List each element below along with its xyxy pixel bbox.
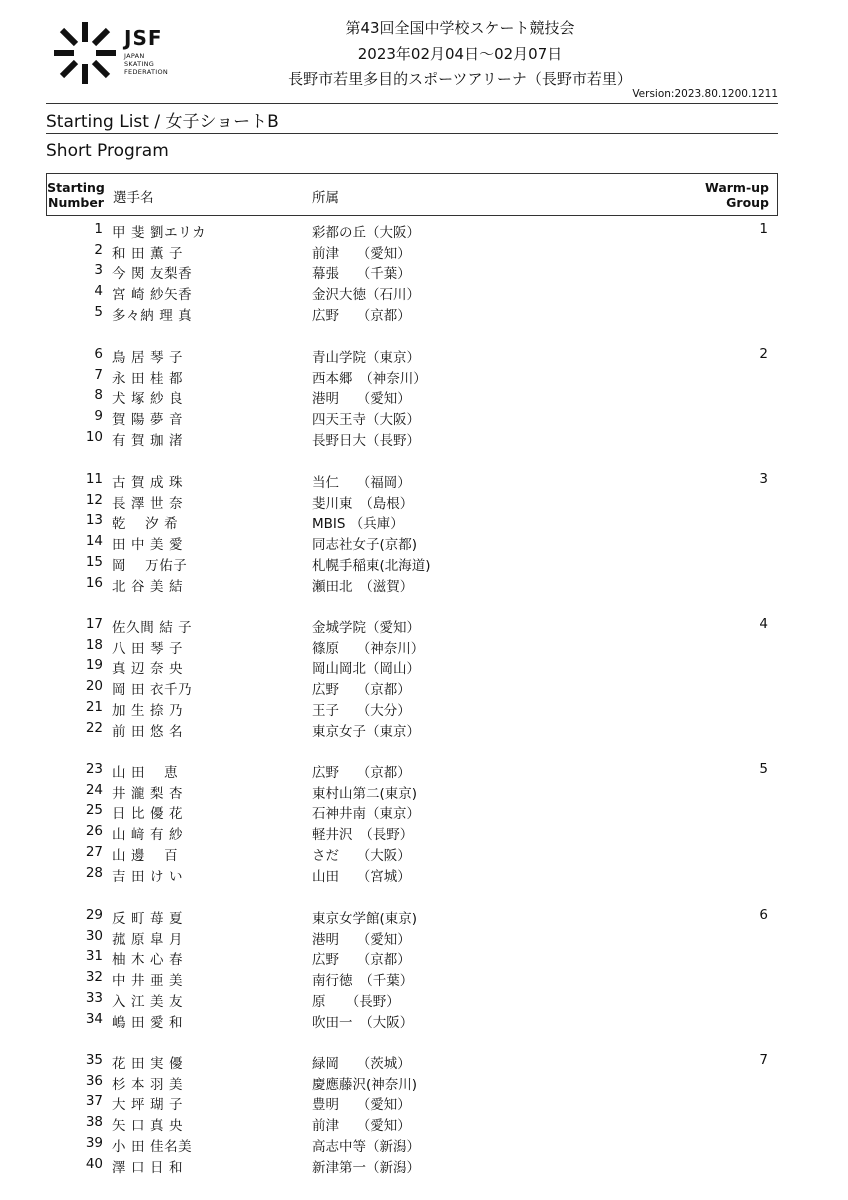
starting-number-cell: 25 xyxy=(85,802,103,819)
column-header-line: Group xyxy=(726,195,769,210)
starting-number-cell: 33 xyxy=(85,989,103,1006)
club-cell: 軽井沢 （長野） xyxy=(312,827,414,844)
club-cell: 広野 （京都） xyxy=(312,682,411,699)
warmup-group-cell: 5 xyxy=(759,761,768,777)
table-row xyxy=(0,533,848,554)
skater-name-cell: 入 江 美 友 xyxy=(112,993,184,1010)
skater-name-cell: 前 田 悠 名 xyxy=(112,723,184,740)
starting-number-cell: 27 xyxy=(85,843,103,860)
starting-number-cell: 8 xyxy=(94,387,103,404)
skater-name-cell: 中 井 亜 美 xyxy=(112,973,184,990)
starting-number-cell: 35 xyxy=(85,1052,103,1068)
club-cell: 緑岡 （茨城） xyxy=(312,1056,411,1072)
table-row xyxy=(0,720,848,741)
table-row xyxy=(0,304,848,325)
skater-name-cell: 小 田 佳名美 xyxy=(112,1138,193,1155)
club-cell: 南行徳 （千葉） xyxy=(312,973,414,990)
club-cell: 東村山第二(東京) xyxy=(312,785,418,802)
program-title: Short Program xyxy=(46,141,169,161)
club-cell: 港明 （愛知） xyxy=(312,931,411,948)
table-row xyxy=(0,637,848,658)
column-header-line: Starting xyxy=(47,180,105,195)
skater-name-cell: 犬 塚 紗 良 xyxy=(112,391,184,408)
skater-name-cell: 和 田 薫 子 xyxy=(112,245,184,262)
club-cell: 広野 （京都） xyxy=(312,952,411,969)
skater-name-cell: 杉 本 羽 美 xyxy=(112,1076,184,1093)
club-cell: 彩都の丘（大阪） xyxy=(312,225,420,241)
skater-name-cell: 有 賀 珈 渚 xyxy=(112,432,184,449)
skater-name-cell: 今 関 友梨香 xyxy=(112,266,193,283)
skater-name-cell: 花 田 実 優 xyxy=(112,1056,184,1072)
starting-number-cell: 3 xyxy=(94,262,103,279)
warmup-group-cell: 6 xyxy=(759,907,768,923)
table-row xyxy=(0,1073,848,1094)
club-cell: 青山学院（東京） xyxy=(312,350,420,366)
column-warmup-group xyxy=(705,180,769,210)
title-divider xyxy=(46,133,778,134)
club-cell: 斐川東 （島根） xyxy=(312,495,414,512)
table-row xyxy=(0,823,848,844)
table-row xyxy=(0,512,848,533)
starting-number-cell: 9 xyxy=(94,408,103,425)
starting-number-cell: 23 xyxy=(85,761,103,777)
club-cell: 四天王寺（大阪） xyxy=(312,412,420,429)
table-row xyxy=(0,657,848,678)
club-cell: 広野 （京都） xyxy=(312,765,411,781)
table-row xyxy=(0,699,848,720)
club-cell: 豊明 （愛知） xyxy=(312,1097,411,1114)
skater-name-cell: 賀 陽 夢 音 xyxy=(112,412,184,429)
starting-number-cell: 7 xyxy=(94,366,103,383)
starting-number-cell: 5 xyxy=(94,303,103,320)
skater-name-cell: 長 澤 世 奈 xyxy=(112,495,184,512)
warmup-group-cell: 7 xyxy=(759,1052,768,1068)
skater-name-cell: 大 坪 瑚 子 xyxy=(112,1097,184,1114)
starting-number-cell: 2 xyxy=(94,241,103,258)
club-cell: さだ （大阪） xyxy=(312,847,411,864)
event-title: 第43回全国中学校スケート競技会 xyxy=(345,19,575,37)
skater-name-cell: 山 邊 百 xyxy=(112,847,179,864)
table-row xyxy=(0,1156,848,1177)
jsf-logo xyxy=(50,18,190,88)
skater-name-cell: 井 瀧 梨 杏 xyxy=(112,785,184,802)
table-row xyxy=(0,1011,848,1032)
starting-number-cell: 40 xyxy=(85,1155,103,1172)
club-cell: 岡山岡北（岡山） xyxy=(312,661,420,678)
club-cell: 長野日大（長野） xyxy=(312,432,420,449)
club-cell: 幕張 （千葉） xyxy=(312,266,411,283)
skater-name-cell: 多々納 理 真 xyxy=(112,307,193,324)
event-dates: 2023年02月04日～02月07日 xyxy=(357,45,563,63)
club-cell: 金沢大徳（石川） xyxy=(312,287,420,304)
table-row xyxy=(0,1135,848,1156)
column-header-line: Warm-up xyxy=(704,180,769,195)
skater-name-cell: 甲 斐 劉エリカ xyxy=(112,225,207,241)
skater-name-cell: 吉 田 け い xyxy=(112,868,184,885)
table-row xyxy=(0,1114,848,1135)
club-cell: 吹田一 （大阪） xyxy=(312,1014,414,1031)
skater-name-cell: 柚 木 心 春 xyxy=(112,952,184,969)
club-cell: 東京女学館(東京) xyxy=(312,911,418,927)
table-row xyxy=(0,1052,848,1073)
starting-number-cell: 11 xyxy=(85,471,103,487)
header-divider xyxy=(46,103,778,104)
starting-number-cell: 4 xyxy=(94,283,103,300)
table-row xyxy=(0,990,848,1011)
starting-number-cell: 24 xyxy=(85,781,103,798)
starting-number-cell: 14 xyxy=(85,533,103,550)
club-cell: 当仁 （福岡） xyxy=(312,475,411,491)
club-cell: 札幌手稲東(北海道) xyxy=(312,557,431,574)
skater-name-cell: 山 田 恵 xyxy=(112,765,179,781)
starting-number-cell: 13 xyxy=(85,512,103,529)
table-row xyxy=(0,678,848,699)
club-cell: 同志社女子(京都) xyxy=(312,537,418,554)
starting-number-cell: 19 xyxy=(85,657,103,674)
club-cell: 高志中等（新潟） xyxy=(312,1138,420,1155)
skater-name-cell: 加 生 捺 乃 xyxy=(112,702,184,719)
warmup-group-cell: 2 xyxy=(759,346,768,362)
starting-number-cell: 34 xyxy=(85,1010,103,1027)
club-cell: 前津 （愛知） xyxy=(312,245,411,262)
starting-number-cell: 32 xyxy=(85,969,103,986)
starting-number-cell: 21 xyxy=(85,698,103,715)
table-row xyxy=(0,221,848,242)
starting-number-cell: 31 xyxy=(85,948,103,965)
warmup-group-cell: 3 xyxy=(759,471,768,487)
starting-number-cell: 30 xyxy=(85,927,103,944)
table-row xyxy=(0,346,848,367)
skater-name-cell: 乾 汐 希 xyxy=(112,516,179,533)
starting-number-cell: 12 xyxy=(85,491,103,508)
table-row xyxy=(0,367,848,388)
table-row xyxy=(0,1093,848,1114)
table-row xyxy=(0,575,848,596)
skater-name-cell: 八 田 琴 子 xyxy=(112,640,184,657)
column-name: 選手名 xyxy=(113,190,154,206)
table-row xyxy=(0,928,848,949)
logo-name-line: SKATING xyxy=(124,60,155,68)
club-cell: 原 （長野） xyxy=(312,993,400,1010)
starting-number-cell: 36 xyxy=(85,1072,103,1089)
starting-number-cell: 38 xyxy=(85,1114,103,1131)
club-cell: 新津第一（新潟） xyxy=(312,1159,420,1176)
table-row xyxy=(0,262,848,283)
skater-name-cell: 岡 田 衣千乃 xyxy=(112,682,193,699)
club-cell: 瀬田北 （滋賀） xyxy=(312,578,414,595)
version-label: Version:2023.80.1200.1211 xyxy=(632,88,778,100)
skater-name-cell: 宮 崎 紗矢香 xyxy=(112,287,193,304)
skater-name-cell: 嶋 田 愛 和 xyxy=(112,1014,184,1031)
starting-number-cell: 15 xyxy=(85,553,103,570)
club-cell: 金城学院（愛知） xyxy=(312,620,420,636)
skater-name-cell: 田 中 美 愛 xyxy=(112,537,184,554)
column-starting-number xyxy=(47,180,105,210)
table-row xyxy=(0,865,848,886)
table-row xyxy=(0,554,848,575)
starting-number-cell: 29 xyxy=(85,907,103,923)
skater-name-cell: 反 町 苺 夏 xyxy=(112,911,184,927)
table-row xyxy=(0,761,848,782)
logo-name-line: JAPAN xyxy=(124,52,145,60)
skater-name-cell: 菰 原 皐 月 xyxy=(112,931,184,948)
table-row xyxy=(0,492,848,513)
table-row xyxy=(0,616,848,637)
club-cell: 石神井南（東京） xyxy=(312,806,420,823)
table-row xyxy=(0,802,848,823)
skater-name-cell: 鳥 居 琴 子 xyxy=(112,350,184,366)
club-cell: 東京女子（東京） xyxy=(312,723,420,740)
table-row xyxy=(0,782,848,803)
table-row xyxy=(0,242,848,263)
club-cell: 西本郷 （神奈川） xyxy=(312,370,427,387)
club-cell: 王子 （大分） xyxy=(312,702,411,719)
starting-number-cell: 6 xyxy=(94,346,103,362)
club-cell: 広野 （京都） xyxy=(312,307,411,324)
skater-name-cell: 北 谷 美 結 xyxy=(112,578,184,595)
starting-number-cell: 18 xyxy=(85,636,103,653)
event-venue: 長野市若里多目的スポーツアリーナ（長野市若里） xyxy=(288,70,632,88)
starting-number-cell: 39 xyxy=(85,1134,103,1151)
skater-name-cell: 日 比 優 花 xyxy=(112,806,184,823)
starting-number-cell: 26 xyxy=(85,823,103,840)
column-club: 所属 xyxy=(312,190,339,206)
skater-name-cell: 岡 万佑子 xyxy=(112,557,188,574)
logo-abbreviation: JSF xyxy=(124,26,163,50)
starting-number-cell: 10 xyxy=(85,428,103,445)
warmup-group-cell: 4 xyxy=(759,616,768,632)
club-cell: 前津 （愛知） xyxy=(312,1118,411,1135)
table-row xyxy=(0,471,848,492)
skater-name-cell: 永 田 桂 都 xyxy=(112,370,184,387)
club-cell: 山田 （宮城） xyxy=(312,868,411,885)
skater-name-cell: 真 辺 奈 央 xyxy=(112,661,184,678)
skater-name-cell: 山 﨑 有 紗 xyxy=(112,827,184,844)
starting-number-cell: 1 xyxy=(94,221,103,237)
table-row xyxy=(0,907,848,928)
table-row xyxy=(0,844,848,865)
starting-number-cell: 28 xyxy=(85,864,103,881)
skater-name-cell: 澤 口 日 和 xyxy=(112,1159,184,1176)
table-row xyxy=(0,283,848,304)
club-cell: 篠原 （神奈川） xyxy=(312,640,425,657)
skater-name-cell: 古 賀 成 珠 xyxy=(112,475,184,491)
starting-number-cell: 37 xyxy=(85,1093,103,1110)
starting-number-cell: 16 xyxy=(85,574,103,591)
skater-name-cell: 佐久間 結 子 xyxy=(112,620,193,636)
warmup-group-cell: 1 xyxy=(759,221,768,237)
table-row xyxy=(0,969,848,990)
table-row xyxy=(0,948,848,969)
jsf-snowflake-logo-icon xyxy=(50,18,120,88)
table-row xyxy=(0,387,848,408)
club-cell: MBIS （兵庫） xyxy=(312,516,404,533)
skater-name-cell: 矢 口 真 央 xyxy=(112,1118,184,1135)
table-row xyxy=(0,429,848,450)
table-header xyxy=(46,173,778,216)
list-title: Starting List / 女子ショートB xyxy=(46,112,279,132)
club-cell: 慶應藤沢(神奈川) xyxy=(312,1076,418,1093)
starting-number-cell: 17 xyxy=(85,616,103,632)
table-row xyxy=(0,408,848,429)
club-cell: 港明 （愛知） xyxy=(312,391,411,408)
starting-number-cell: 20 xyxy=(85,678,103,695)
starting-number-cell: 22 xyxy=(85,719,103,736)
column-header-line: Number xyxy=(48,195,104,210)
logo-full-name xyxy=(124,52,168,76)
logo-name-line: FEDERATION xyxy=(124,68,169,76)
